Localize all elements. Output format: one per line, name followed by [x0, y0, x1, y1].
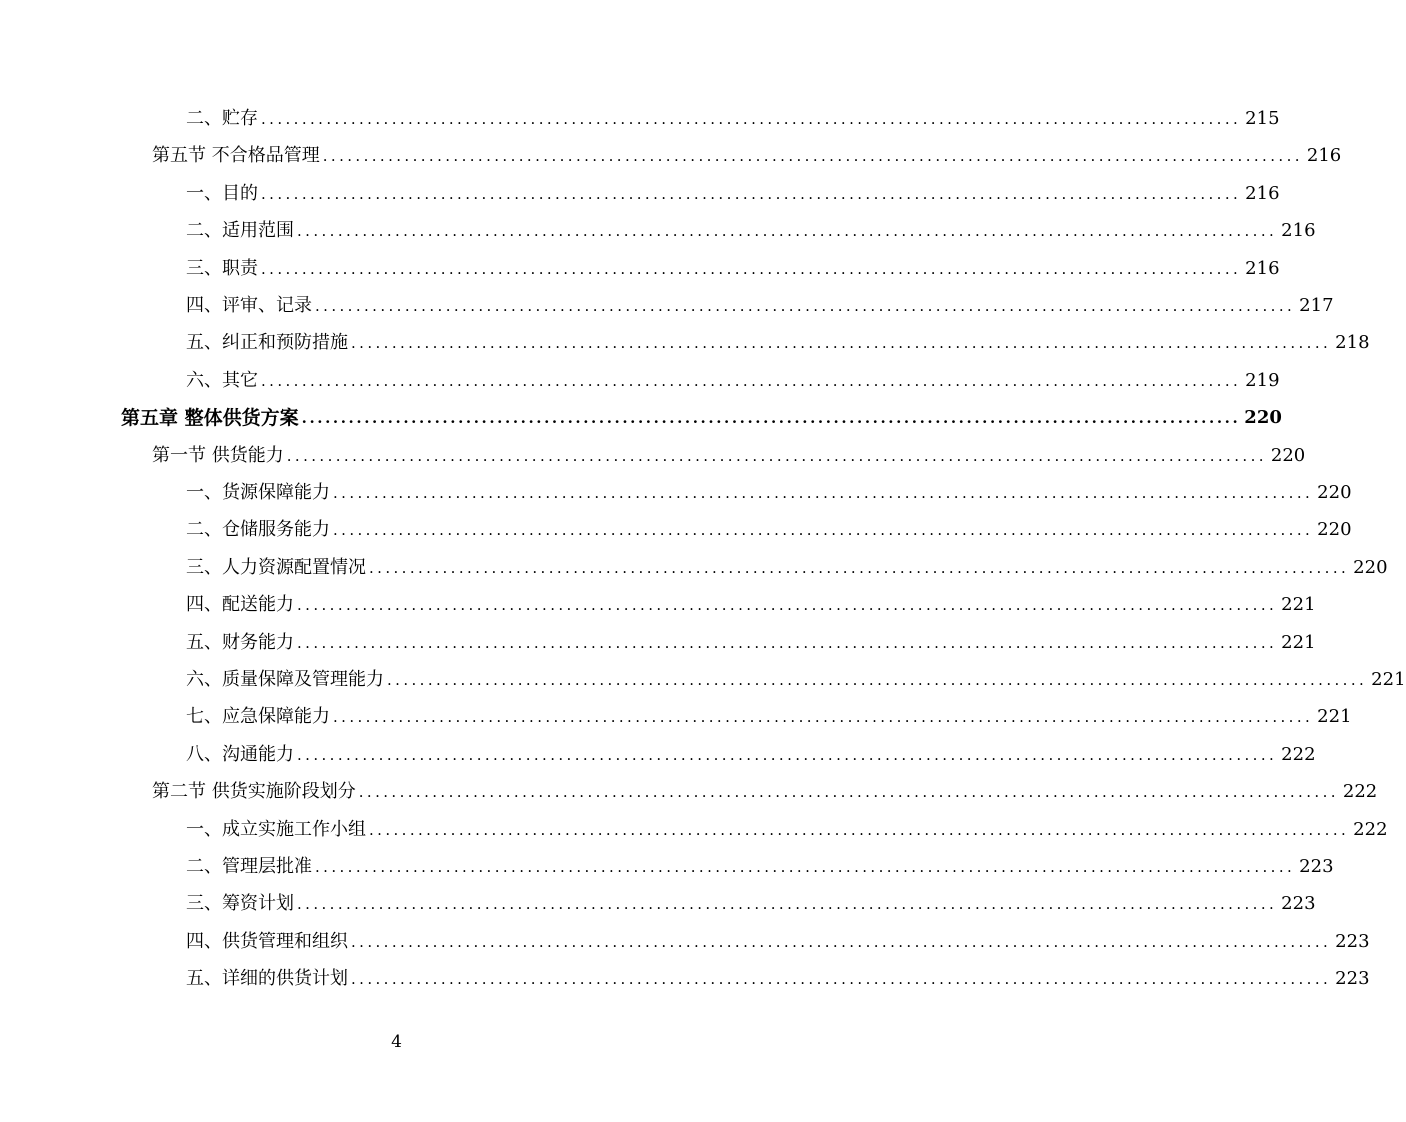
toc-entry[interactable] — [152, 441, 1306, 467]
toc-entry[interactable] — [186, 179, 1280, 205]
toc-entry[interactable] — [186, 702, 1352, 728]
dot-leader: ........................................................................................................................ — [297, 746, 1278, 764]
dot-leader: ........................................................................................................................ — [369, 559, 1350, 577]
toc-entry[interactable] — [186, 291, 1334, 317]
toc-entry-page-number: 217 — [1299, 295, 1334, 316]
dot-leader: ........................................................................................................................ — [333, 484, 1314, 502]
dot-leader: ........................................................................................................................ — [351, 933, 1332, 951]
toc-entry[interactable] — [186, 254, 1280, 280]
toc-entry-title: 四、供货管理和组织 — [186, 931, 348, 952]
dot-leader: ........................................................................................................................ — [358, 783, 1339, 801]
toc-entry-title: 三、人力资源配置情况 — [186, 557, 366, 578]
toc-entry-title: 五、财务能力 — [186, 632, 294, 653]
toc-entry-title: 二、适用范围 — [186, 220, 294, 241]
toc-entry-page-number: 221 — [1371, 669, 1406, 690]
toc-entry-page-number: 220 — [1270, 445, 1306, 466]
dot-leader: ........................................................................................................................ — [261, 110, 1242, 128]
dot-leader: ........................................................................................................................ — [387, 671, 1368, 689]
toc-entry-title: 三、筹资计划 — [186, 893, 294, 914]
toc-entry-page-number: 216 — [1281, 220, 1316, 241]
dot-leader: ........................................................................................................................ — [297, 895, 1278, 913]
page-number: 4 — [391, 1032, 402, 1052]
toc-entry[interactable] — [186, 478, 1352, 504]
toc-entry-page-number: 222 — [1342, 781, 1378, 802]
toc-entry-page-number: 221 — [1317, 706, 1352, 727]
toc-entry-title: 二、贮存 — [186, 108, 258, 129]
toc-entry-title: 五、纠正和预防措施 — [186, 332, 348, 353]
toc-entry-page-number: 221 — [1281, 594, 1316, 615]
toc-entry[interactable] — [186, 889, 1316, 915]
toc-entry[interactable] — [186, 515, 1352, 541]
toc-entry[interactable] — [186, 927, 1370, 953]
toc-entry-page-number: 223 — [1335, 931, 1370, 952]
toc-entry-page-number: 215 — [1245, 108, 1280, 129]
toc-entry-page-number: 220 — [1353, 557, 1388, 578]
dot-leader: ........................................................................................................................ — [297, 596, 1278, 614]
toc-entry-page-number: 221 — [1281, 632, 1316, 653]
dot-leader: ........................................................................................................................ — [297, 634, 1278, 652]
toc-entry-title: 八、沟通能力 — [186, 744, 294, 765]
toc-entry-page-number: 223 — [1281, 893, 1316, 914]
toc-entry-title: 第一节 供货能力 — [152, 445, 284, 466]
toc-entry[interactable] — [186, 590, 1316, 616]
dot-leader: ........................................................................................................................ — [333, 521, 1314, 539]
toc-entry-title: 第五章 整体供货方案 — [121, 407, 299, 429]
dot-leader: ........................................................................................................................ — [315, 858, 1296, 876]
toc-entry[interactable] — [186, 964, 1370, 990]
toc-entry-title: 一、成立实施工作小组 — [186, 819, 366, 840]
toc-entry[interactable] — [186, 740, 1316, 766]
toc-entry-title: 第五节 不合格品管理 — [152, 145, 320, 166]
toc-entry-page-number: 218 — [1335, 332, 1370, 353]
dot-leader: ........................................................................................................................ — [297, 222, 1278, 240]
toc-entry[interactable] — [186, 328, 1370, 354]
toc-entry[interactable] — [152, 777, 1378, 803]
toc-entry-page-number: 223 — [1299, 856, 1334, 877]
toc-entry-title: 七、应急保障能力 — [186, 706, 330, 727]
toc-entry-page-number: 220 — [1317, 519, 1352, 540]
dot-leader: ........................................................................................................................ — [315, 297, 1296, 315]
toc-entry-title: 二、仓储服务能力 — [186, 519, 330, 540]
toc-entry-title: 四、配送能力 — [186, 594, 294, 615]
dot-leader: ........................................................................................................................ — [261, 185, 1242, 203]
toc-entry-title: 二、管理层批准 — [186, 856, 312, 877]
dot-leader: ........................................................................................................................ — [261, 260, 1242, 278]
dot-leader: ........................................................................................................................ — [261, 372, 1242, 390]
toc-entry[interactable] — [186, 216, 1316, 242]
toc-entry-title: 六、质量保障及管理能力 — [186, 669, 384, 690]
toc-entry[interactable] — [152, 141, 1342, 167]
toc-entry-title: 一、目的 — [186, 183, 258, 204]
toc-entry-title: 三、职责 — [186, 258, 258, 279]
toc-entry[interactable] — [186, 628, 1316, 654]
toc-entry-title: 第二节 供货实施阶段划分 — [152, 781, 356, 802]
toc-entry[interactable] — [186, 104, 1280, 130]
toc-entry[interactable] — [186, 553, 1388, 579]
dot-leader: ........................................................................................................................ — [369, 821, 1350, 839]
toc-entry-page-number: 216 — [1306, 145, 1342, 166]
toc-entry-page-number: 222 — [1353, 819, 1388, 840]
toc-entry-page-number: 220 — [1244, 407, 1282, 428]
toc-entry-title: 一、货源保障能力 — [186, 482, 330, 503]
toc-entry[interactable] — [186, 852, 1334, 878]
dot-leader: ........................................................................................................................ — [286, 447, 1267, 465]
toc-entry-title: 五、详细的供货计划 — [186, 968, 348, 989]
dot-leader: ........................................................................................................................ — [322, 147, 1303, 165]
toc-entry-page-number: 222 — [1281, 744, 1316, 765]
toc-entry-page-number: 216 — [1245, 183, 1280, 204]
dot-leader: ........................................................................................................................ — [333, 708, 1314, 726]
toc-entry-page-number: 219 — [1245, 370, 1280, 391]
toc-entry[interactable] — [186, 665, 1406, 691]
toc-entry-title: 四、评审、记录 — [186, 295, 312, 316]
toc-entry-title: 六、其它 — [186, 370, 258, 391]
toc-entry-page-number: 216 — [1245, 258, 1280, 279]
toc-entry[interactable] — [121, 403, 1282, 429]
dot-leader: ........................................................................................................................ — [351, 334, 1332, 352]
toc-entry-page-number: 223 — [1335, 968, 1370, 989]
dot-leader: ........................................................................................................................ — [301, 409, 1241, 427]
toc-entry[interactable] — [186, 815, 1388, 841]
toc-entry[interactable] — [186, 366, 1280, 392]
dot-leader: ........................................................................................................................ — [351, 970, 1332, 988]
toc-entry-page-number: 220 — [1317, 482, 1352, 503]
